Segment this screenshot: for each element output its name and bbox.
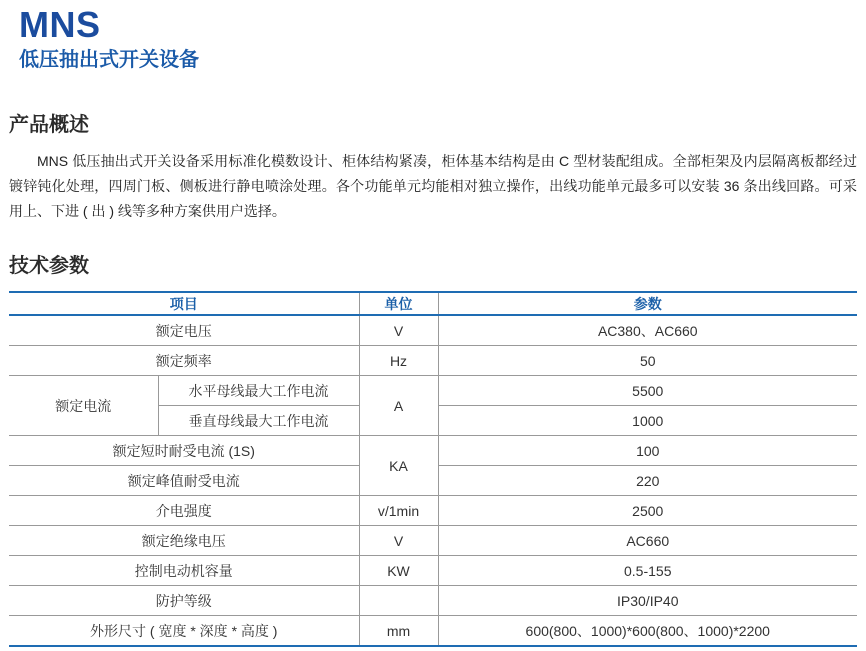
spec-value-cell: 2500: [438, 496, 857, 526]
spec-value-cell: 100: [438, 436, 857, 466]
spec-value-cell: 600(800、1000)*600(800、1000)*2200: [438, 616, 857, 647]
column-header-item: 项目: [9, 292, 359, 315]
spec-group-cell: 额定电流: [9, 376, 158, 436]
spec-value-cell: 220: [438, 466, 857, 496]
spec-item-cell: 额定短时耐受电流 (1S): [9, 436, 359, 466]
spec-value-cell: 0.5-155: [438, 556, 857, 586]
spec-item-cell: 额定绝缘电压: [9, 526, 359, 556]
spec-row-dielectric-strength: [9, 496, 857, 526]
spec-unit-cell: mm: [359, 616, 438, 647]
product-subtitle: 低压抽出式开关设备: [19, 49, 199, 71]
spec-row-protection-degree: [9, 586, 857, 616]
spec-row-control-motor-capacity: [9, 556, 857, 586]
spec-row-short-time-withstand-current: [9, 436, 857, 466]
spec-value-cell: 50: [438, 346, 857, 376]
specs-header-row: [9, 292, 857, 315]
spec-item-cell: 介电强度: [9, 496, 359, 526]
spec-unit-cell: V: [359, 315, 438, 346]
brand-title: MNS: [19, 4, 101, 45]
product-overview-section: [9, 113, 857, 224]
spec-item-cell: 额定频率: [9, 346, 359, 376]
overview-heading: 产品概述: [9, 114, 89, 136]
spec-row-horizontal-busbar-current: [9, 376, 857, 406]
specs-table: [9, 291, 857, 647]
spec-unit-cell: KW: [359, 556, 438, 586]
spec-row-rated-frequency: [9, 346, 857, 376]
spec-item-cell: 额定电压: [9, 315, 359, 346]
spec-row-rated-voltage: [9, 315, 857, 346]
spec-unit-cell: Hz: [359, 346, 438, 376]
title-block: [9, 5, 857, 72]
spec-unit-cell: [359, 586, 438, 616]
spec-row-overall-dimensions: [9, 616, 857, 647]
spec-value-cell: AC660: [438, 526, 857, 556]
spec-row-rated-insulation-voltage: [9, 526, 857, 556]
spec-value-cell: AC380、AC660: [438, 315, 857, 346]
spec-item-cell: 外形尺寸 ( 宽度 * 深度 * 高度 ): [9, 616, 359, 647]
column-header-unit: 单位: [359, 292, 438, 315]
technical-parameters-section: [9, 254, 857, 647]
spec-unit-cell: V: [359, 526, 438, 556]
spec-unit-cell: v/1min: [359, 496, 438, 526]
spec-item-cell: 额定峰值耐受电流: [9, 466, 359, 496]
spec-item-cell: 防护等级: [9, 586, 359, 616]
spec-subitem-cell: 垂直母线最大工作电流: [158, 406, 359, 436]
spec-unit-cell: KA: [359, 436, 438, 496]
spec-unit-cell: A: [359, 376, 438, 436]
spec-item-cell: 控制电动机容量: [9, 556, 359, 586]
spec-value-cell: 5500: [438, 376, 857, 406]
specs-heading: 技术参数: [9, 255, 89, 277]
spec-value-cell: 1000: [438, 406, 857, 436]
spec-value-cell: IP30/IP40: [438, 586, 857, 616]
overview-paragraph: MNS 低压抽出式开关设备采用标准化模数设计、柜体结构紧凑，柜体基本结构是由 C 型材装配组成。全部柜架及内层隔离板都经过镀锌钝化处理，四周门板、侧板进行静电喷涂处理。各个功能单元均能相对独立操作，出线功能单元最多可以安装 36 条出线回路。可采用上、下进 ( 出 ) 线等多种方案供用户选择。: [9, 153, 857, 219]
column-header-value: 参数: [438, 292, 857, 315]
spec-subitem-cell: 水平母线最大工作电流: [158, 376, 359, 406]
